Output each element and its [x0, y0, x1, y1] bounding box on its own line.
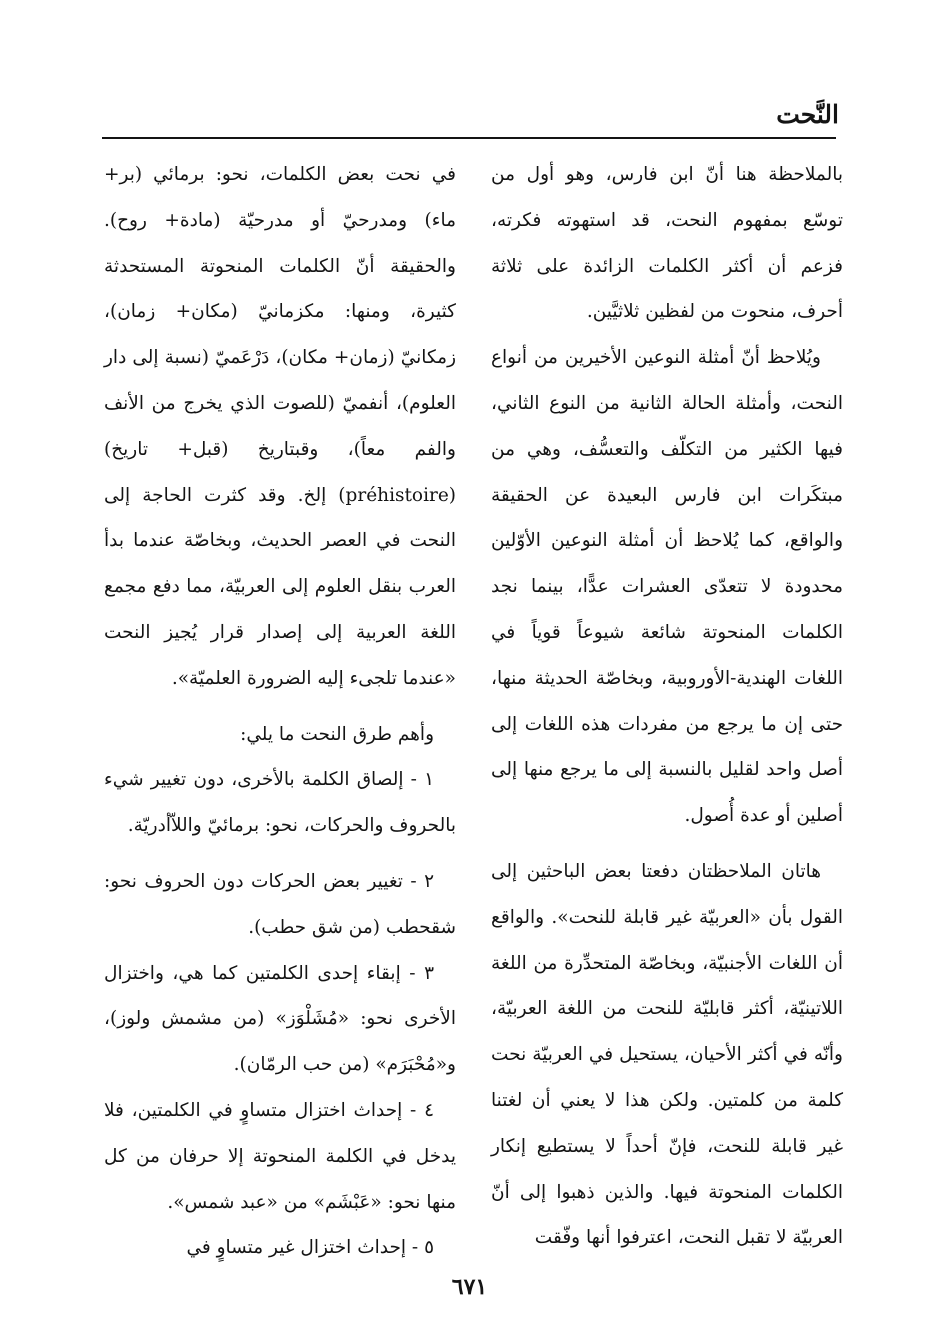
list-item: ٣ - إبقاء إحدى الكلمتين كما هي، واختزال الأخرى نحو: «مُشَلْوَز» (من مشمش ولوز)، و«مُحْبَرَم» (من حب الرمّان). — [104, 962, 456, 1076]
paragraph: بالملاحظة هنا أنّ ابن فارس، وهو أول من توسّع بمفهوم النحت، قد استهوته فكرته، فزعم أن أكثر الكلمات الزائدة على ثلاثة أحرف، منحوت من لفظين ثلاثيَّين. — [491, 164, 843, 323]
right-text-column — [491, 152, 843, 1261]
paragraph: هاتان الملاحظتان دفعتا بعض الباحثين إلى القول بأن «العربيّة غير قابلة للنحت». والواقع أن اللغات الأجنبيّة، وبخاصّة المتحدِّرة من اللغة اللاتينيّة، أكثر قابليّة للنحت من اللغة العربيّة، وأنّه في أكثر الأحيان، يستحيل في العربيّة نحت كلمة من كلمتين. ولكن هذا لا يعني أن لغتنا غير قابلة للنحت، فإنّ أحداً لا يستطيع إنكار الكلمات المنحوتة فيها. والذين ذهبوا إلى أنّ العربيّة لا تقبل النحت، اعترفوا أنها وفّقت — [491, 860, 843, 1249]
paragraph: وأهم طرق النحت ما يلي: — [240, 723, 434, 745]
running-header-title: النَّحت — [776, 100, 839, 129]
list-item: ٤ - إحداث اختزال متساوٍ في الكلمتين، فلا يدخل في الكلمة المنحوتة إلا حرفان من كل منها نحو: «عَبْشَم» من «عبد شمس». — [104, 1099, 456, 1213]
left-text-column — [104, 152, 456, 1271]
header-rule — [102, 137, 836, 139]
list-item: ٢ - تغيير بعض الحركات دون الحروف نحو: شقحطب (من شق حطب). — [104, 870, 456, 938]
list-item: ٥ - إحداث اختزال غير متساوٍ في — [186, 1237, 434, 1259]
paragraph: ويُلاحظ أنّ أمثلة النوعين الأخيرين من أنواع النحت، وأمثلة الحالة الثانية من النوع الثاني، فيها الكثير من التكلّف والتعسُّف، وهي من مبتكَرات ابن فارس البعيدة عن الحقيقة والواقع، كما يُلاحظ أن أمثلة النوعين الأوّلين محدودة لا تتعدّى العشرات عدًّا، بينما نجد الكلمات المنحوتة شائعة شيوعاً قوياً في اللغات الهندية-الأوروبية، وبخاصّة الحديثة منها، حتى إن ما يرجع من مفردات هذه اللغات إلى أصل واحد لقليل بالنسبة إلى ما يرجع منها إلى أصلين أو عدة أُصول. — [491, 347, 843, 827]
paragraph: في نحت بعض الكلمات، نحو: برمائي (بر+ ماء) ومدرحيّ أو مدرحيّة (مادة+ روح). والحقيقة أنّ الكلمات المنحوتة المستحدثة كثيرة، ومنها: مكزمانيّ (مكان+ زمان)، زمكانيّ (زمان+ مكان)، دَرْعَميّ (نسبة إلى دار العلوم)، أنفميّ (للصوت الذي يخرج من الأنف والفم معاً)، وقبتاريخ (قبل+ تاريخ) (préhistoire) إلخ. وقد كثرت الحاجة إلى النحت في العصر الحديث، وبخاصّة عندما بدأ العرب بنقل العلوم إلى العربيّة، مما دفع مجمع اللغة العربية إلى إصدار قرار يُجيز النحت «عندما تلجىء إليه الضرورة العلميّة». — [104, 164, 456, 689]
list-item: ١ - إلصاق الكلمة بالأخرى، دون تغيير شيء بالحروف والحركات، نحو: برمائيّ واللاّأدريّة. — [104, 769, 456, 837]
page-number: ٦٧١ — [451, 1274, 488, 1300]
